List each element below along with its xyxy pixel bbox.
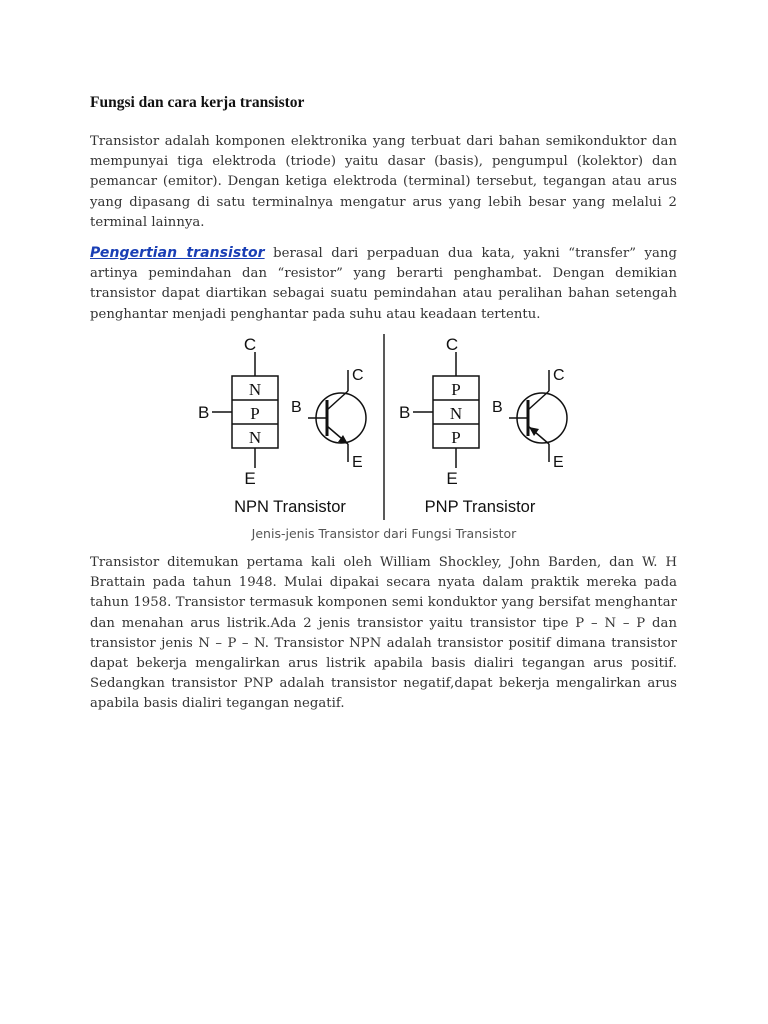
- npn-symbol-c-label: C: [352, 367, 364, 384]
- pnp-block-diagram: [399, 335, 479, 488]
- paragraph-intro: Transistor adalah komponen elektronika yang terbuat dari bahan semikonduktor dan mempunyai tiga elektroda (triode) yaitu dasar (basis), pengumpul (kolektor) dan pemancar (emitor). Dengan ketiga elektroda (terminal) tersebut, tegangan atau arus yang dipasang di satu terminalnya mengatur arus yang lebih besar yang melalui 2 terminal lainnya.: [90, 134, 677, 230]
- paragraph-history: Transistor ditemukan pertama kali oleh William Shockley, John Barden, dan W. H Brattain pada tahun 1948. Mulai dipakai secara nyata dalam praktik mereka pada tahun 1958. Transistor termasuk komponen semi konduktor yang bersifat menghantar dan menahan arus listrik.Ada 2 jenis transistor yaitu transistor tipe P – N – P dan transistor jenis N – P – N. Transistor NPN adalah transistor positif dimana transistor dapat bekerja mengalirkan arus listrik apabila basis dialiri tegangan arus positif. Sedangkan transistor PNP adalah transistor negatif,dapat bekerja mengalirkan arus apabila basis dialiri tegangan negatif.: [90, 555, 677, 712]
- npn-symbol-e-label: E: [352, 454, 363, 471]
- pnp-layer-1: P: [451, 380, 461, 399]
- pnp-layer-3: P: [451, 428, 461, 447]
- pnp-symbol: [492, 367, 567, 471]
- npn-layer-3: N: [248, 428, 262, 447]
- pnp-label: PNP Transistor: [424, 498, 536, 516]
- pnp-symbol-e-label: E: [553, 454, 564, 471]
- transistor-diagram: [190, 332, 580, 522]
- article-title: Fungsi dan cara kerja transistor: [90, 94, 305, 111]
- paragraph-definition-text: berasal dari perpaduan dua kata, yakni “transfer” yang artinya pemindahan dan “resistor” yang berarti penghambat. Dengan demikian transistor dapat diartikan sebagai suatu pemindahan atau peralihan bahan setengah penghantar menjadi penghantar pada suhu atau keadaan tertentu.: [90, 246, 677, 322]
- npn-label: NPN Transistor: [234, 498, 346, 516]
- pnp-block-c-label: C: [445, 335, 459, 354]
- npn-block-diagram: [198, 335, 278, 488]
- paragraph-definition: [90, 243, 677, 325]
- pnp-block-e-label: E: [446, 469, 458, 488]
- npn-block-b-label: B: [198, 403, 210, 422]
- npn-layer-1: N: [248, 380, 262, 399]
- pnp-symbol-b-label: B: [492, 399, 503, 416]
- npn-block-c-label: C: [243, 335, 257, 354]
- figure-caption: Jenis-jenis Transistor dari Fungsi Transistor: [251, 526, 517, 541]
- pnp-symbol-c-label: C: [553, 367, 565, 384]
- npn-symbol: [291, 367, 366, 471]
- npn-symbol-b-label: B: [291, 399, 302, 416]
- pnp-block-b-label: B: [399, 403, 411, 422]
- pengertian-transistor-link[interactable]: Pengertian transistor: [90, 245, 265, 261]
- npn-block-e-label: E: [244, 469, 256, 488]
- pnp-layer-2: N: [449, 404, 463, 423]
- npn-layer-2: P: [250, 404, 260, 423]
